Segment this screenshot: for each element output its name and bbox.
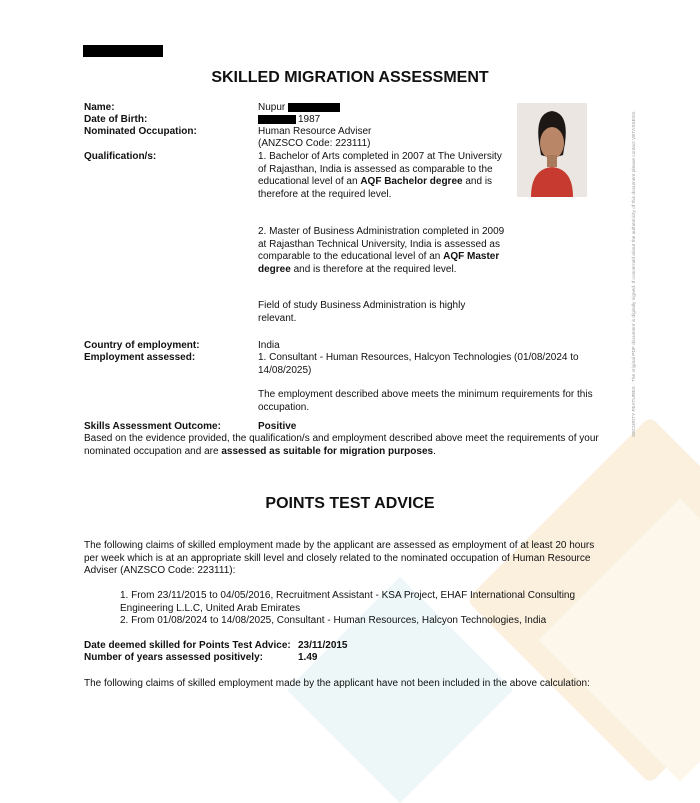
portrait-image [517, 103, 587, 197]
occupation-label: Nominated Occupation: [84, 126, 197, 137]
qualification-1: 1. Bachelor of Arts completed in 2007 at The University of Rajasthan, India is assessed as comparable to the educational level of an AQF Bachelor degree and is therefore at the required level. [258, 151, 502, 200]
occupation-value: Human Resource Adviser [258, 126, 372, 137]
points-intro: The following claims of skilled employment made by the applicant are assessed as employment of at least 20 hours per week which is at an appropriate skill level and closely related to the nominated occupation of Human Resource Adviser (ANZSCO Code: 223111): [84, 540, 595, 576]
date-skilled-value: 23/11/2015 [298, 640, 348, 651]
date-skilled-label: Date deemed skilled for Points Test Advice: [84, 640, 291, 651]
list-item: 2. From 01/08/2024 to 14/08/2025, Consultant - Human Resources, Halcyon Technologies, India [120, 615, 547, 626]
dob-label: Date of Birth: [84, 114, 148, 125]
redaction-bar [83, 45, 163, 57]
applicant-photo [517, 103, 587, 197]
redaction-bar [258, 115, 296, 124]
country-value: India [258, 340, 280, 351]
qualification-2: 2. Master of Business Administration completed in 2009 at Rajasthan Technical University, India is assessed as comparable to the educational level of an AQF Master degree and is therefore at the required level. [258, 226, 505, 275]
field-of-study: Field of study Business Administration is highly relevant. [258, 300, 466, 324]
not-included-statement: The following claims of skilled employment made by the applicant have not been included in the above calculation: [84, 678, 590, 689]
dob-value: 1987 [298, 114, 321, 125]
country-label: Country of employment: [84, 340, 200, 351]
document-title: SKILLED MIGRATION ASSESSMENT [211, 69, 489, 86]
employment-claims-list [120, 590, 610, 628]
redaction-bar [288, 103, 340, 112]
employment-note: The employment described above meets the minimum requirements for this occupation. [258, 389, 593, 413]
anzsco-code: (ANZSCO Code: 223111) [258, 138, 371, 149]
years-value: 1.49 [298, 652, 318, 663]
name-label: Name: [84, 102, 115, 113]
outcome-value: Positive [258, 421, 297, 432]
name-value: Nupur [258, 102, 286, 113]
employment-label: Employment assessed: [84, 352, 196, 363]
points-test-title: POINTS TEST ADVICE [265, 495, 435, 512]
list-item: 1. From 23/11/2015 to 04/05/2016, Recruitment Assistant - KSA Project, EHAF International Consulting Engineering L.L.C, United Arab Emirates [120, 590, 576, 614]
outcome-statement: Based on the evidence provided, the qualification/s and employment described above meet the requirements of your nominated occupation and are assessed as suitable for migration purposes. [84, 433, 599, 457]
employment-value: 1. Consultant - Human Resources, Halcyon Technologies (01/08/2024 to 14/08/2025) [258, 352, 579, 376]
years-label: Number of years assessed positively: [84, 652, 263, 663]
outcome-label: Skills Assessment Outcome: [84, 421, 221, 432]
qualifications-label: Qualification/s: [84, 151, 157, 162]
security-notice: SECURITY FEATURES - The original PDF document is digitally signed. If concerned about the authenticity of this document please contact VETASSESS. [632, 110, 637, 437]
